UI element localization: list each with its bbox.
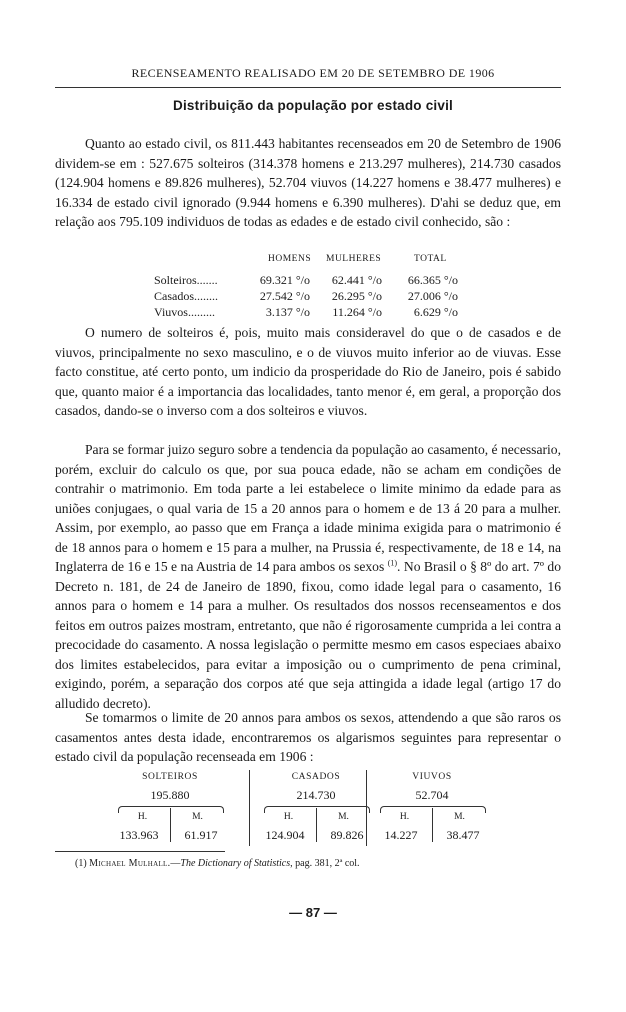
table-row-solteiros <box>150 273 470 289</box>
group-divider <box>249 770 250 846</box>
column-header-homens: HOMENS <box>268 254 312 264</box>
group-casados <box>256 768 376 848</box>
h-value: 133.963 <box>119 828 159 842</box>
paragraph-1: Quanto ao estado civil, os 811.443 habitantes recenseados em 20 de Setembro de 1906 dividem-se em : 527.675 solteiros (314.378 homens e 213.297 mulheres), 214.730 casados (124.904 homens e 89.826 mulheres), 52.704 viuvos (14.227 homens e 38.477 mulheres) e 16.334 de estado civil ignorado (9.944 homens e 6.390 mulheres). D'ahi se deduz que, em relação aos 795.109 individuos de todas as edades e de estado civil conhecido, são : <box>55 136 561 229</box>
cell-total: 27.006 °/o <box>407 289 458 303</box>
m-label: M. <box>454 812 465 822</box>
cell-total: 66.365 °/o <box>407 273 458 287</box>
summary-table <box>110 768 510 848</box>
group-total: 52.704 <box>415 788 449 802</box>
running-header: RECENSEAMENTO REALISADO EM 20 DE SETEMBRO DE 1906 <box>131 66 495 80</box>
group-name: VIUVOS <box>412 772 452 782</box>
m-label: M. <box>338 812 349 822</box>
paragraph-3-text-a: Para se formar juizo seguro sobre a tendencia da população ao casamento, é necessario, porém, excluir do calculo os que, por sua pouca edade, não se acham em condições de contrahir o matrimonio. Em toda parte a lei estabelece o limite minimo da edade para as uniões conjugaes, o qual varia de 15 a 20 annos para o homem e de 13 á 20 para a mulher. Assim, por exemplo, ao passo que em França a idade minima exigida para o matrimonio é de 18 annos para o homem e 15 para a mulher, na Prussia é, respectivamente, de 18 e 14, na Inglaterra de 16 e 15 e na Austria de 14 para ambos os sexos <box>55 442 561 574</box>
footnote-rule <box>55 851 225 852</box>
h-label: H. <box>399 812 410 822</box>
paragraph-2: O numero de solteiros é, pois, muito mais consideravel do que o de casados e de viuvos, principalmente no sexo masculino, e o de viuvos muito inferior ao de viuvas. Esse facto constitue, até certo ponto, um indicio da prosperidade do Rio de Janeiro, pois é sabido que, quanto maior é a importancia das localidades, tanto menor é, em geral, a proporção dos casados, dando-se o inverso com a dos solteiros e viuvos. <box>55 325 561 418</box>
row-label: Solteiros....... <box>154 273 218 287</box>
footnote-author: Michael Mulhall. <box>89 858 171 869</box>
group-divider <box>366 770 367 846</box>
h-label: H. <box>283 812 294 822</box>
table-row-viuvos <box>150 305 470 321</box>
footnote-title: The Dictionary of Statistics, <box>180 858 293 869</box>
footnote-dash: — <box>170 858 181 869</box>
cell-mulheres: 26.295 °/o <box>331 289 382 303</box>
footnote-marker: (1) <box>75 858 87 869</box>
row-label: Viuvos......... <box>154 305 215 319</box>
group-total: 214.730 <box>296 788 336 802</box>
group-solteiros <box>110 768 230 848</box>
cell-mulheres: 11.264 °/o <box>332 305 382 319</box>
cell-total: 6.629 °/o <box>413 305 458 319</box>
cell-homens: 69.321 °/o <box>259 273 310 287</box>
section-title: Distribuição da população por estado civil <box>173 98 453 113</box>
footnote <box>75 858 561 869</box>
header-rule <box>55 87 561 88</box>
h-label: H. <box>137 812 148 822</box>
group-viuvos <box>372 768 492 848</box>
cell-mulheres: 62.441 °/o <box>331 273 382 287</box>
footnote-rest: pag. 381, 2ª col. <box>292 858 360 869</box>
group-name: CASADOS <box>291 772 341 782</box>
group-name: SOLTEIROS <box>142 772 198 782</box>
m-value: 38.477 <box>446 828 480 842</box>
inner-divider <box>432 808 433 842</box>
inner-divider <box>316 808 317 842</box>
h-value: 14.227 <box>384 828 418 842</box>
table-row-casados <box>150 289 470 305</box>
m-value: 89.826 <box>330 828 364 842</box>
row-label: Casados........ <box>154 289 218 303</box>
cell-homens: 27.542 °/o <box>259 289 310 303</box>
m-label: M. <box>192 812 203 822</box>
m-value: 61.917 <box>184 828 218 842</box>
group-total: 195.880 <box>150 788 190 802</box>
paragraph-3-text-b: . No Brasil o § 8º do art. 7º do Decreto n. 181, de 24 de Janeiro de 1890, fixou, como idade legal para o casamento, 16 annos para o homem e 14 para a mulher. Os resultados dos nossos recenseamentos e dos feitos em outros paizes mostram, entretanto, que não é rigorosamente cumprida a lei contra a precocidade do casamento. A nossa legislação o permitte mesmo em casos especiaes abaixo dos limites estabelecidos, para evitar a imposição ou o cumprimento de pena criminal, exigindo, porém, a separação dos corpos até que seja attingida a idade legal (artigo 17 do alludido decreto). <box>55 559 561 711</box>
h-value: 124.904 <box>265 828 305 842</box>
column-header-mulheres: MULHERES <box>326 254 382 264</box>
inner-divider <box>170 808 171 842</box>
cell-homens: 3.137 °/o <box>265 305 310 319</box>
column-header-total: TOTAL <box>414 254 447 264</box>
footnote-reference: (1) <box>387 558 398 568</box>
paragraph-4: Se tomarmos o limite de 20 annos para ambos os sexos, attendendo a que são raros os casamentos antes desta idade, encontraremos os algarismos seguintes para representar o estado civil da população recenseada em 1906 : <box>55 710 561 764</box>
paragraph-3 <box>55 440 561 713</box>
page-number: — 87 — <box>289 905 337 920</box>
